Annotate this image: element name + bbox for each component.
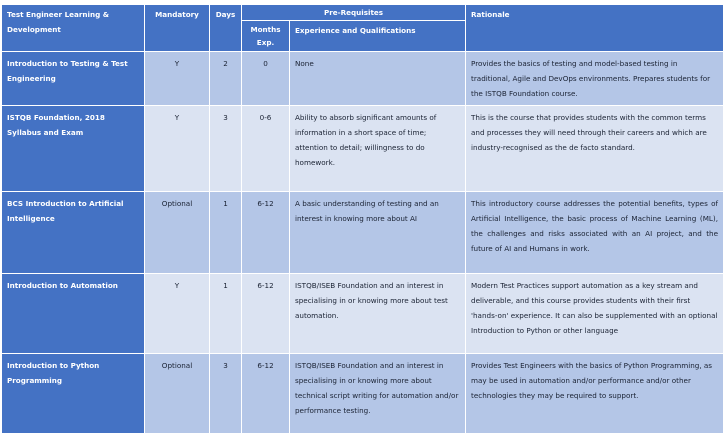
table-row: [2, 106, 724, 192]
experience-cell: None: [290, 52, 466, 106]
experience-cell: ISTQB/ISEB Foundation and an interest in specialising in or knowing more about technical script writing for automation and/or performance testing.: [290, 354, 466, 434]
header-mandatory: Mandatory: [145, 5, 210, 52]
rationale-cell: Provides the basics of testing and model-based testing in traditional, Agile and DevOps environments. Prepares students for the ISTQB Foundation course.: [466, 52, 724, 106]
rationale-cell: Modern Test Practices support automation as a key stream and deliverable, and this course provides students with their first 'hands-on' experience. It can also be supplemented with an optional Introduction to Python or other language: [466, 274, 724, 354]
course-name: ISTQB Foundation, 2018 Syllabus and Exam: [2, 106, 145, 192]
header-months-experience: Months Exp.: [242, 21, 290, 52]
rationale-cell: This introductory course addresses the potential benefits, types of Artificial Intelligence, the basic process of Machine Learning (ML), the challenges and risks associated with an AI project, and the future of AI and Humans in work.: [466, 192, 724, 274]
course-name: BCS Introduction to Artificial Intelligence: [2, 192, 145, 274]
experience-cell: A basic understanding of testing and an interest in knowing more about AI: [290, 192, 466, 274]
course-name: Introduction to Python Programming: [2, 354, 145, 434]
header-prerequisites-group: Pre-Requisites: [242, 5, 466, 21]
mandatory-cell: Optional: [145, 192, 210, 274]
mandatory-cell: Optional: [145, 354, 210, 434]
course-prerequisites-table: [1, 4, 724, 434]
days-cell: 1: [210, 192, 242, 274]
mandatory-cell: Y: [145, 52, 210, 106]
days-cell: 2: [210, 52, 242, 106]
experience-cell: Ability to absorb significant amounts of information in a short space of time; attention to detail; willingness to do homework.: [290, 106, 466, 192]
table-row: [2, 274, 724, 354]
days-cell: 1: [210, 274, 242, 354]
header-course: Test Engineer Learning & Development: [2, 5, 145, 52]
days-cell: 3: [210, 106, 242, 192]
course-name: Introduction to Automation: [2, 274, 145, 354]
experience-cell: ISTQB/ISEB Foundation and an interest in specialising in or knowing more about test automation.: [290, 274, 466, 354]
months-cell: 6-12: [242, 274, 290, 354]
table-row: [2, 52, 724, 106]
table-row: [2, 354, 724, 434]
course-name: Introduction to Testing & Test Engineering: [2, 52, 145, 106]
months-cell: 6-12: [242, 192, 290, 274]
table-row: [2, 192, 724, 274]
mandatory-cell: Y: [145, 274, 210, 354]
months-cell: 6-12: [242, 354, 290, 434]
rationale-cell: Provides Test Engineers with the basics of Python Programming, as may be used in automation and/or performance and/or other technologies they may be required to support.: [466, 354, 724, 434]
days-cell: 3: [210, 354, 242, 434]
header-days: Days: [210, 5, 242, 52]
months-cell: 0: [242, 52, 290, 106]
months-cell: 0-6: [242, 106, 290, 192]
mandatory-cell: Y: [145, 106, 210, 192]
header-rationale: Rationale: [466, 5, 724, 52]
header-experience-qualifications: Experience and Qualifications: [290, 21, 466, 52]
rationale-cell: This is the course that provides students with the common terms and processes they will need through their careers and which are industry-recognised as the de facto standard.: [466, 106, 724, 192]
